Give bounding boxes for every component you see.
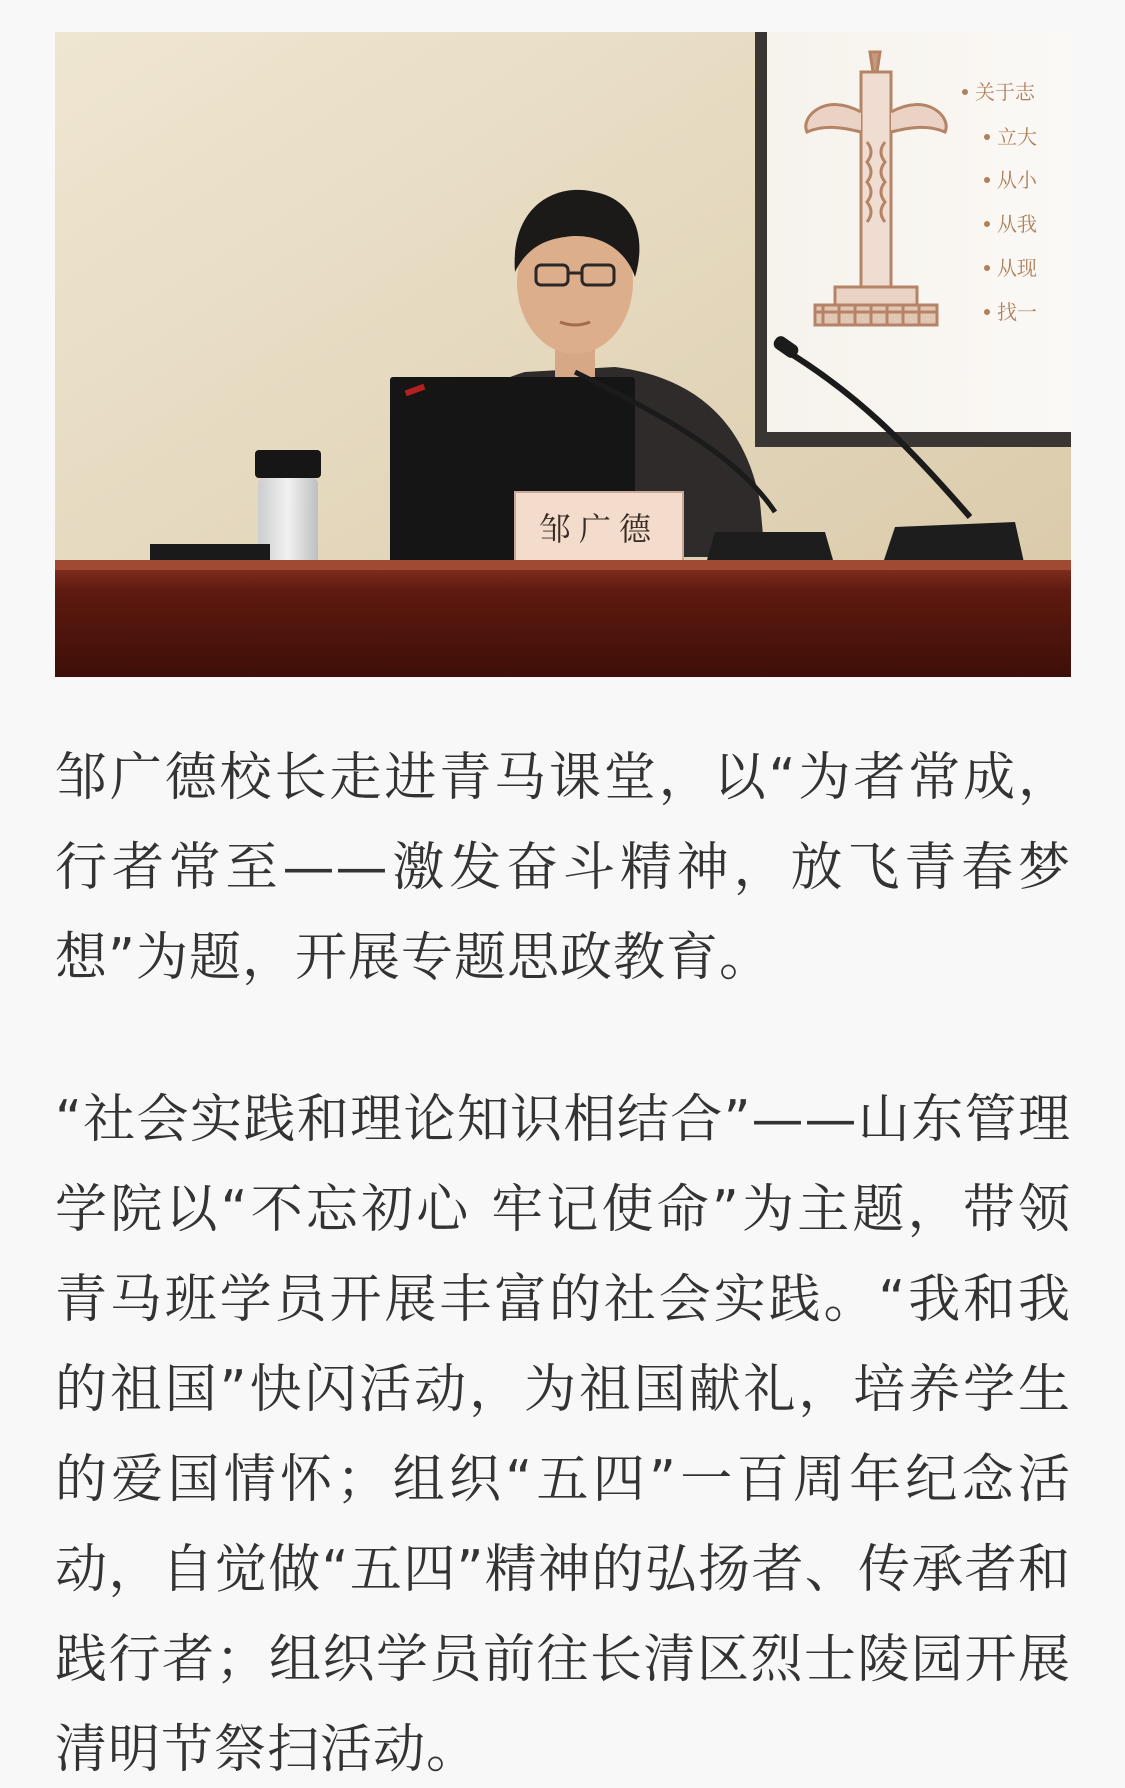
desk-edge: [55, 560, 1071, 570]
slide-bullet: 从现: [997, 256, 1037, 280]
article-body: [55, 733, 1071, 1788]
slide-bullet: 找一: [997, 300, 1037, 324]
slide-bullet: 从我: [997, 212, 1037, 236]
slide-bullet: 关于志: [975, 80, 1035, 104]
nameplate-text: 邹广德: [538, 510, 660, 548]
desk-item: [150, 544, 270, 560]
slide-bullet: 立大: [997, 125, 1037, 149]
slide-bullet: 从小: [997, 168, 1037, 192]
article-paragraph: 邹广德校长走进青马课堂，以“为者常成，行者常至——激发奋斗精神，放飞青春梦想”为题，开展专题思政教育。: [55, 748, 1071, 988]
lecture-photo-illustration: [55, 32, 1071, 677]
article-paragraph: “社会实践和理论知识相结合”——山东管理学院以“不忘初心 牢记使命”为主题，带领青马班学员开展丰富的社会实践。“我和我的祖国”快闪活动，为祖国献礼，培养学生的爱国情怀；组织“五四”一百周年纪念活动，自觉做“五四”精神的弘扬者、传承者和践行者；组织学员前往长清区烈士陵园开展清明节祭扫活动。: [55, 1090, 1071, 1780]
desk: [55, 562, 1071, 677]
lecture-photo: [55, 32, 1071, 677]
